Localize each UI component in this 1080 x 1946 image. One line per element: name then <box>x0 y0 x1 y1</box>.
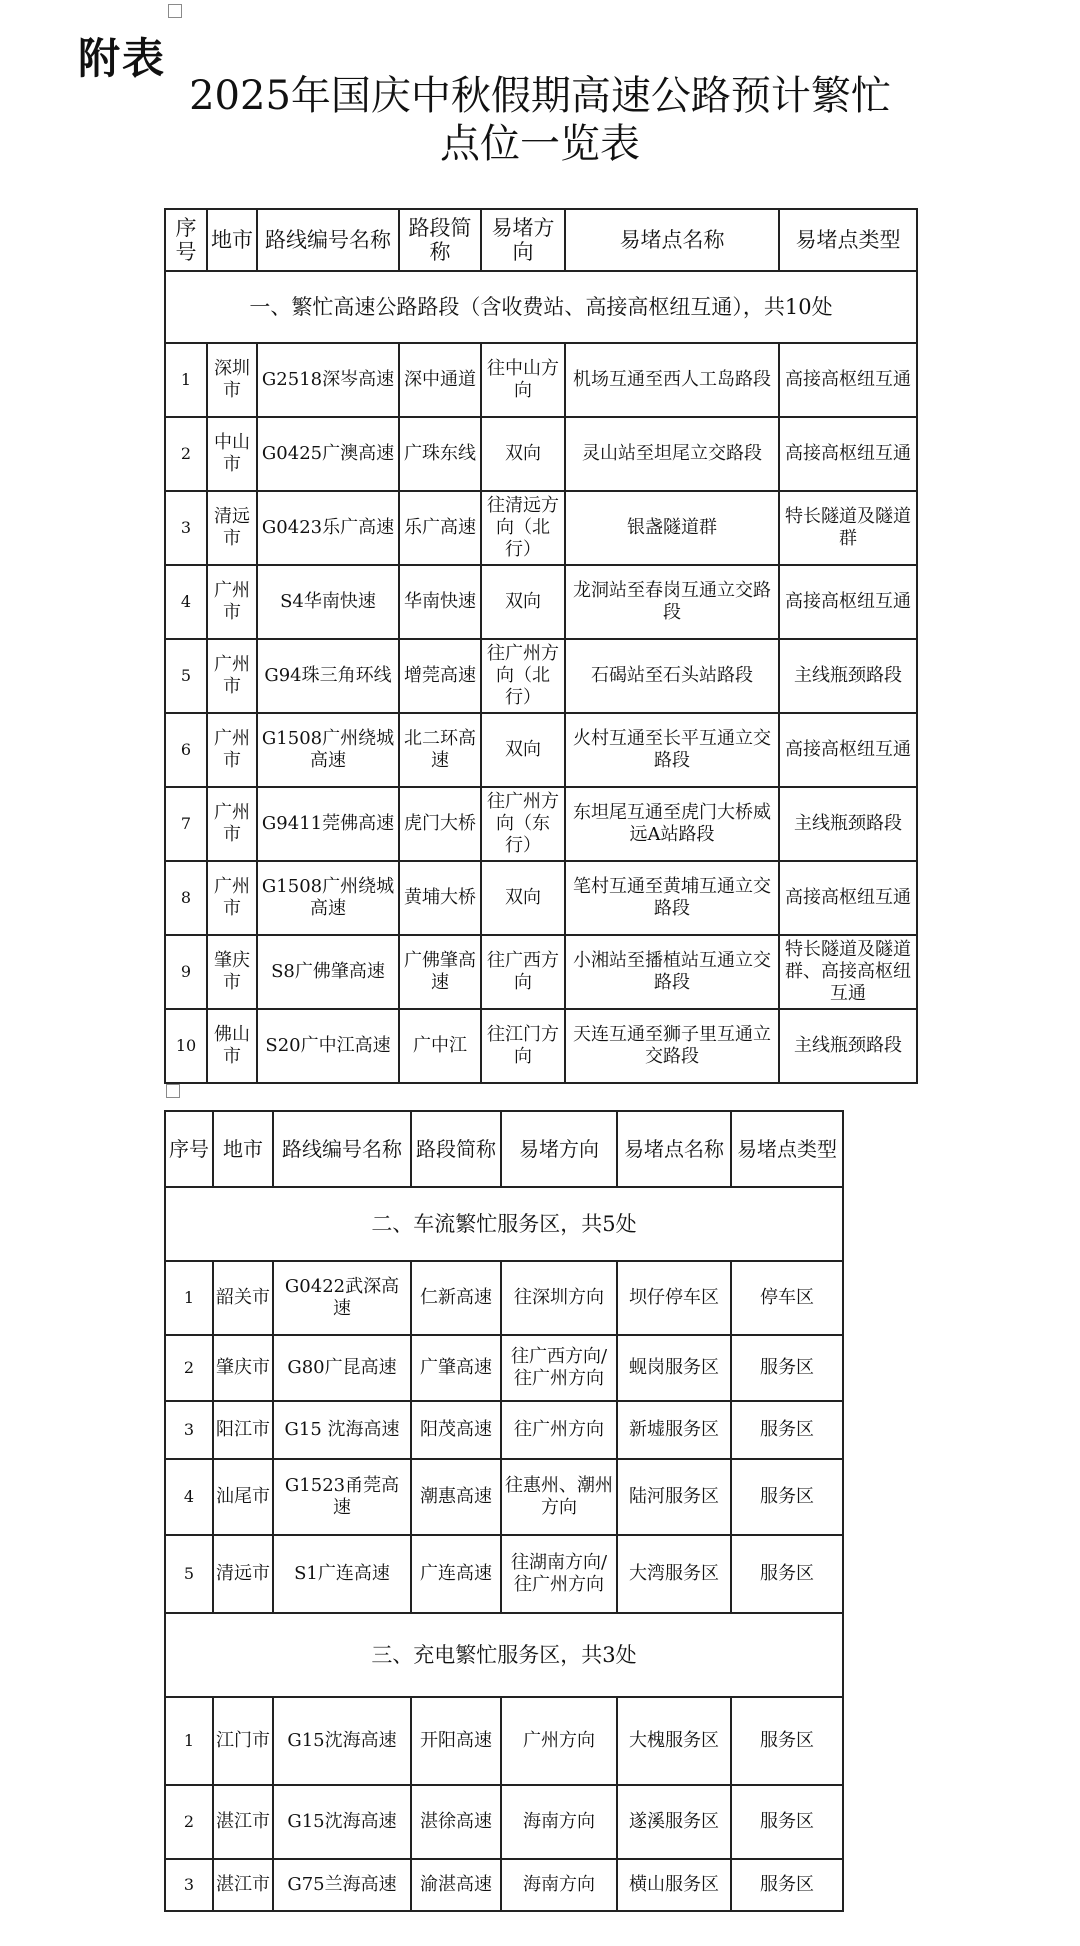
route-cell: G75兰海高速 <box>273 1859 411 1911</box>
header-cell: 序号 <box>165 209 207 271</box>
city-cell: 广州市 <box>207 787 257 861</box>
row-number: 2 <box>165 1785 213 1859</box>
section-row <box>165 1613 843 1697</box>
table-row <box>165 1335 843 1401</box>
city-cell: 广州市 <box>207 639 257 713</box>
segment-cell: 黄埔大桥 <box>399 861 481 935</box>
table-row <box>165 1261 843 1335</box>
table-row <box>165 1535 843 1613</box>
row-number: 10 <box>165 1009 207 1083</box>
route-cell: G80广昆高速 <box>273 1335 411 1401</box>
row-number: 4 <box>165 1459 213 1535</box>
type-cell: 服务区 <box>731 1335 843 1401</box>
table1-header-row <box>165 209 917 271</box>
header-cell: 路段简称 <box>399 209 481 271</box>
type-cell: 高接高枢纽互通 <box>779 713 917 787</box>
direction-cell: 往惠州、潮州方向 <box>501 1459 617 1535</box>
type-cell: 停车区 <box>731 1261 843 1335</box>
location-cell: 蚬岗服务区 <box>617 1335 731 1401</box>
location-cell: 大湾服务区 <box>617 1535 731 1613</box>
section-row <box>165 271 917 343</box>
city-cell: 韶关市 <box>213 1261 273 1335</box>
checkbox-marker-top <box>168 4 182 18</box>
header-cell: 易堵点名称 <box>565 209 779 271</box>
segment-cell: 广珠东线 <box>399 417 481 491</box>
appendix-label: 附表 <box>78 34 167 83</box>
table-row <box>165 1401 843 1459</box>
row-number: 3 <box>165 1859 213 1911</box>
busy-service-areas-table <box>164 1110 844 1912</box>
segment-cell: 广肇高速 <box>411 1335 501 1401</box>
segment-cell: 广佛肇高速 <box>399 935 481 1009</box>
route-cell: G15 沈海高速 <box>273 1401 411 1459</box>
table-row <box>165 861 917 935</box>
row-number: 2 <box>165 417 207 491</box>
table-row <box>165 639 917 713</box>
type-cell: 服务区 <box>731 1401 843 1459</box>
type-cell: 服务区 <box>731 1459 843 1535</box>
city-cell: 肇庆市 <box>213 1335 273 1401</box>
header-cell: 易堵方向 <box>481 209 565 271</box>
table-row <box>165 1785 843 1859</box>
header-cell: 地市 <box>207 209 257 271</box>
city-cell: 清远市 <box>207 491 257 565</box>
route-cell: S20广中江高速 <box>257 1009 399 1083</box>
segment-cell: 深中通道 <box>399 343 481 417</box>
section-row <box>165 1187 843 1261</box>
location-cell: 新墟服务区 <box>617 1401 731 1459</box>
city-cell: 江门市 <box>213 1697 273 1785</box>
segment-cell: 华南快速 <box>399 565 481 639</box>
segment-cell: 虎门大桥 <box>399 787 481 861</box>
direction-cell: 往深圳方向 <box>501 1261 617 1335</box>
route-cell: G94珠三角环线 <box>257 639 399 713</box>
row-number: 5 <box>165 1535 213 1613</box>
header-cell: 路线编号名称 <box>273 1111 411 1187</box>
city-cell: 阳江市 <box>213 1401 273 1459</box>
type-cell: 高接高枢纽互通 <box>779 861 917 935</box>
location-cell: 石碣站至石头站路段 <box>565 639 779 713</box>
header-cell: 易堵点类型 <box>779 209 917 271</box>
type-cell: 主线瓶颈路段 <box>779 1009 917 1083</box>
page-title <box>0 72 1080 168</box>
route-cell: G0422武深高速 <box>273 1261 411 1335</box>
type-cell: 服务区 <box>731 1785 843 1859</box>
location-cell: 天连互通至狮子里互通立交路段 <box>565 1009 779 1083</box>
row-number: 8 <box>165 861 207 935</box>
table-row <box>165 935 917 1009</box>
direction-cell: 双向 <box>481 565 565 639</box>
location-cell: 笔村互通至黄埔互通立交路段 <box>565 861 779 935</box>
location-cell: 东坦尾互通至虎门大桥威远A站路段 <box>565 787 779 861</box>
type-cell: 服务区 <box>731 1697 843 1785</box>
direction-cell: 往广西方向 <box>481 935 565 1009</box>
section-title: 一、繁忙高速公路路段（含收费站、高接高枢纽互通），共10处 <box>165 271 917 343</box>
route-cell: G2518深岑高速 <box>257 343 399 417</box>
location-cell: 遂溪服务区 <box>617 1785 731 1859</box>
row-number: 7 <box>165 787 207 861</box>
table-row <box>165 343 917 417</box>
section-title: 三、充电繁忙服务区，共3处 <box>165 1613 843 1697</box>
route-cell: S1广连高速 <box>273 1535 411 1613</box>
table-row <box>165 417 917 491</box>
header-cell: 易堵方向 <box>501 1111 617 1187</box>
direction-cell: 往广西方向/往广州方向 <box>501 1335 617 1401</box>
segment-cell: 广中江 <box>399 1009 481 1083</box>
direction-cell: 往湖南方向/往广州方向 <box>501 1535 617 1613</box>
table-row <box>165 1697 843 1785</box>
header-cell: 易堵点类型 <box>731 1111 843 1187</box>
title-line-1: 2025年国庆中秋假期高速公路预计繁忙 <box>189 73 891 119</box>
location-cell: 横山服务区 <box>617 1859 731 1911</box>
row-number: 5 <box>165 639 207 713</box>
type-cell: 主线瓶颈路段 <box>779 787 917 861</box>
header-cell: 易堵点名称 <box>617 1111 731 1187</box>
row-number: 3 <box>165 491 207 565</box>
direction-cell: 往广州方向（北行） <box>481 639 565 713</box>
header-cell: 序号 <box>165 1111 213 1187</box>
type-cell: 高接高枢纽互通 <box>779 343 917 417</box>
direction-cell: 双向 <box>481 713 565 787</box>
direction-cell: 双向 <box>481 417 565 491</box>
segment-cell: 开阳高速 <box>411 1697 501 1785</box>
checkbox-marker-middle <box>166 1084 180 1098</box>
location-cell: 坝仔停车区 <box>617 1261 731 1335</box>
city-cell: 广州市 <box>207 565 257 639</box>
header-cell: 路线编号名称 <box>257 209 399 271</box>
direction-cell: 双向 <box>481 861 565 935</box>
type-cell: 高接高枢纽互通 <box>779 565 917 639</box>
direction-cell: 往广州方向（东行） <box>481 787 565 861</box>
segment-cell: 湛徐高速 <box>411 1785 501 1859</box>
route-cell: G9411莞佛高速 <box>257 787 399 861</box>
segment-cell: 阳茂高速 <box>411 1401 501 1459</box>
type-cell: 主线瓶颈路段 <box>779 639 917 713</box>
location-cell: 火村互通至长平互通立交路段 <box>565 713 779 787</box>
city-cell: 广州市 <box>207 861 257 935</box>
route-cell: G1508广州绕城高速 <box>257 861 399 935</box>
city-cell: 湛江市 <box>213 1859 273 1911</box>
row-number: 6 <box>165 713 207 787</box>
direction-cell: 海南方向 <box>501 1785 617 1859</box>
table-row <box>165 491 917 565</box>
table-row <box>165 787 917 861</box>
location-cell: 龙洞站至春岗互通立交路段 <box>565 565 779 639</box>
route-cell: G15沈海高速 <box>273 1785 411 1859</box>
direction-cell: 往中山方向 <box>481 343 565 417</box>
location-cell: 大槐服务区 <box>617 1697 731 1785</box>
row-number: 1 <box>165 343 207 417</box>
row-number: 1 <box>165 1261 213 1335</box>
table-row <box>165 1459 843 1535</box>
segment-cell: 潮惠高速 <box>411 1459 501 1535</box>
route-cell: G0423乐广高速 <box>257 491 399 565</box>
table-row <box>165 1859 843 1911</box>
location-cell: 银盏隧道群 <box>565 491 779 565</box>
section-title: 二、车流繁忙服务区，共5处 <box>165 1187 843 1261</box>
row-number: 3 <box>165 1401 213 1459</box>
segment-cell: 渝湛高速 <box>411 1859 501 1911</box>
type-cell: 服务区 <box>731 1859 843 1911</box>
row-number: 2 <box>165 1335 213 1401</box>
type-cell: 服务区 <box>731 1535 843 1613</box>
city-cell: 中山市 <box>207 417 257 491</box>
table2-header-row <box>165 1111 843 1187</box>
type-cell: 高接高枢纽互通 <box>779 417 917 491</box>
city-cell: 肇庆市 <box>207 935 257 1009</box>
table-row <box>165 565 917 639</box>
direction-cell: 往广州方向 <box>501 1401 617 1459</box>
direction-cell: 海南方向 <box>501 1859 617 1911</box>
route-cell: S8广佛肇高速 <box>257 935 399 1009</box>
route-cell: G1523甬莞高速 <box>273 1459 411 1535</box>
segment-cell: 广连高速 <box>411 1535 501 1613</box>
table-row <box>165 713 917 787</box>
busy-segments-table <box>164 208 918 1084</box>
location-cell: 小湘站至播植站互通立交路段 <box>565 935 779 1009</box>
type-cell: 特长隧道及隧道群、高接高枢纽互通 <box>779 935 917 1009</box>
direction-cell: 往江门方向 <box>481 1009 565 1083</box>
row-number: 9 <box>165 935 207 1009</box>
direction-cell: 往清远方向（北行） <box>481 491 565 565</box>
city-cell: 汕尾市 <box>213 1459 273 1535</box>
table-row <box>165 1009 917 1083</box>
type-cell: 特长隧道及隧道群 <box>779 491 917 565</box>
header-cell: 地市 <box>213 1111 273 1187</box>
segment-cell: 北二环高速 <box>399 713 481 787</box>
segment-cell: 增莞高速 <box>399 639 481 713</box>
city-cell: 湛江市 <box>213 1785 273 1859</box>
city-cell: 深圳市 <box>207 343 257 417</box>
city-cell: 佛山市 <box>207 1009 257 1083</box>
header-cell: 路段简称 <box>411 1111 501 1187</box>
city-cell: 广州市 <box>207 713 257 787</box>
segment-cell: 乐广高速 <box>399 491 481 565</box>
city-cell: 清远市 <box>213 1535 273 1613</box>
direction-cell: 广州方向 <box>501 1697 617 1785</box>
route-cell: S4华南快速 <box>257 565 399 639</box>
route-cell: G0425广澳高速 <box>257 417 399 491</box>
segment-cell: 仁新高速 <box>411 1261 501 1335</box>
row-number: 4 <box>165 565 207 639</box>
route-cell: G1508广州绕城高速 <box>257 713 399 787</box>
row-number: 1 <box>165 1697 213 1785</box>
location-cell: 机场互通至西人工岛路段 <box>565 343 779 417</box>
location-cell: 灵山站至坦尾立交路段 <box>565 417 779 491</box>
location-cell: 陆河服务区 <box>617 1459 731 1535</box>
route-cell: G15沈海高速 <box>273 1697 411 1785</box>
title-line-2: 点位一览表 <box>440 121 640 167</box>
